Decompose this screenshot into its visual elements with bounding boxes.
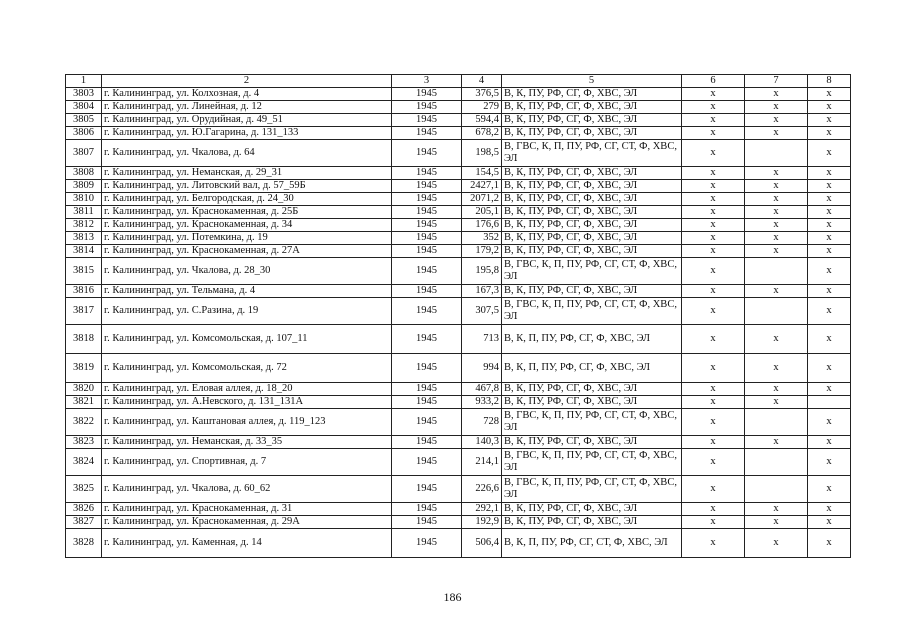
address-cell: г. Калининград, ул. Каштановая аллея, д. 119_123 — [102, 409, 392, 436]
mark-col6: x — [682, 88, 745, 101]
services-cell: В, К, П, ПУ, РФ, СГ, СТ, Ф, ХВС, ЭЛ — [502, 529, 682, 558]
year-cell: 1945 — [392, 232, 462, 245]
services-cell: В, К, ПУ, РФ, СГ, Ф, ХВС, ЭЛ — [502, 193, 682, 206]
mark-col7 — [745, 140, 808, 167]
year-cell: 1945 — [392, 206, 462, 219]
row-number: 3820 — [66, 383, 102, 396]
address-cell: г. Калининград, ул. Комсомольская, д. 72 — [102, 354, 392, 383]
year-cell: 1945 — [392, 409, 462, 436]
mark-col8: x — [808, 232, 851, 245]
year-cell: 1945 — [392, 325, 462, 354]
mark-col7: x — [745, 232, 808, 245]
services-cell: В, К, ПУ, РФ, СГ, Ф, ХВС, ЭЛ — [502, 503, 682, 516]
table-row — [66, 193, 851, 206]
mark-col7: x — [745, 325, 808, 354]
year-cell: 1945 — [392, 245, 462, 258]
mark-col8: x — [808, 127, 851, 140]
mark-col8: x — [808, 298, 851, 325]
mark-col8: x — [808, 167, 851, 180]
table-row — [66, 529, 851, 558]
table-row — [66, 325, 851, 354]
row-number: 3816 — [66, 285, 102, 298]
row-number: 3810 — [66, 193, 102, 206]
mark-col8: x — [808, 206, 851, 219]
mark-col7: x — [745, 383, 808, 396]
row-number: 3808 — [66, 167, 102, 180]
area-cell: 994 — [462, 354, 502, 383]
address-cell: г. Калининград, ул. Краснокаменная, д. 31 — [102, 503, 392, 516]
mark-col7 — [745, 449, 808, 476]
address-cell: г. Калининград, ул. Комсомольская, д. 107_11 — [102, 325, 392, 354]
mark-col6: x — [682, 354, 745, 383]
services-cell: В, ГВС, К, П, ПУ, РФ, СГ, СТ, Ф, ХВС, ЭЛ — [502, 298, 682, 325]
header-cell: 8 — [808, 75, 851, 88]
mark-col6: x — [682, 436, 745, 449]
table-row — [66, 449, 851, 476]
table-row — [66, 383, 851, 396]
year-cell: 1945 — [392, 258, 462, 285]
area-cell: 176,6 — [462, 219, 502, 232]
area-cell: 506,4 — [462, 529, 502, 558]
row-number: 3828 — [66, 529, 102, 558]
year-cell: 1945 — [392, 383, 462, 396]
area-cell: 167,3 — [462, 285, 502, 298]
address-cell: г. Калининград, ул. С.Разина, д. 19 — [102, 298, 392, 325]
year-cell: 1945 — [392, 516, 462, 529]
mark-col7: x — [745, 167, 808, 180]
row-number: 3807 — [66, 140, 102, 167]
year-cell: 1945 — [392, 298, 462, 325]
mark-col7: x — [745, 354, 808, 383]
year-cell: 1945 — [392, 449, 462, 476]
year-cell: 1945 — [392, 396, 462, 409]
mark-col8: x — [808, 101, 851, 114]
address-cell: г. Калининград, ул. Ю.Гагарина, д. 131_133 — [102, 127, 392, 140]
row-number: 3813 — [66, 232, 102, 245]
area-cell: 307,5 — [462, 298, 502, 325]
header-cell: 7 — [745, 75, 808, 88]
address-cell: г. Калининград, ул. Спортивная, д. 7 — [102, 449, 392, 476]
mark-col8: x — [808, 285, 851, 298]
table-row — [66, 516, 851, 529]
mark-col8: x — [808, 180, 851, 193]
mark-col8: x — [808, 436, 851, 449]
services-cell: В, К, ПУ, РФ, СГ, Ф, ХВС, ЭЛ — [502, 396, 682, 409]
year-cell: 1945 — [392, 529, 462, 558]
table-row — [66, 354, 851, 383]
row-number: 3812 — [66, 219, 102, 232]
table-row — [66, 258, 851, 285]
row-number: 3817 — [66, 298, 102, 325]
mark-col6: x — [682, 127, 745, 140]
row-number: 3827 — [66, 516, 102, 529]
row-number: 3824 — [66, 449, 102, 476]
mark-col6: x — [682, 476, 745, 503]
mark-col8: x — [808, 516, 851, 529]
mark-col8: x — [808, 140, 851, 167]
services-cell: В, К, ПУ, РФ, СГ, Ф, ХВС, ЭЛ — [502, 232, 682, 245]
address-cell: г. Калининград, ул. Литовский вал, д. 57_59Б — [102, 180, 392, 193]
services-cell: В, ГВС, К, П, ПУ, РФ, СГ, СТ, Ф, ХВС, ЭЛ — [502, 476, 682, 503]
mark-col6: x — [682, 193, 745, 206]
mark-col7: x — [745, 503, 808, 516]
header-cell: 3 — [392, 75, 462, 88]
services-cell: В, ГВС, К, П, ПУ, РФ, СГ, СТ, Ф, ХВС, ЭЛ — [502, 258, 682, 285]
address-cell: г. Калининград, ул. Еловая аллея, д. 18_20 — [102, 383, 392, 396]
mark-col6: x — [682, 285, 745, 298]
table-row — [66, 206, 851, 219]
row-number: 3805 — [66, 114, 102, 127]
mark-col7: x — [745, 529, 808, 558]
table-row — [66, 127, 851, 140]
services-cell: В, К, ПУ, РФ, СГ, Ф, ХВС, ЭЛ — [502, 167, 682, 180]
mark-col6: x — [682, 140, 745, 167]
area-cell: 192,9 — [462, 516, 502, 529]
mark-col6: x — [682, 219, 745, 232]
year-cell: 1945 — [392, 193, 462, 206]
mark-col6: x — [682, 180, 745, 193]
row-number: 3809 — [66, 180, 102, 193]
row-number: 3814 — [66, 245, 102, 258]
area-cell: 279 — [462, 101, 502, 114]
address-cell: г. Калининград, ул. Неманская, д. 33_35 — [102, 436, 392, 449]
mark-col7: x — [745, 206, 808, 219]
mark-col6: x — [682, 383, 745, 396]
table-row — [66, 396, 851, 409]
mark-col7: x — [745, 127, 808, 140]
address-cell: г. Калининград, ул. Тельмана, д. 4 — [102, 285, 392, 298]
mark-col8 — [808, 396, 851, 409]
year-cell: 1945 — [392, 476, 462, 503]
services-cell: В, К, ПУ, РФ, СГ, Ф, ХВС, ЭЛ — [502, 180, 682, 193]
year-cell: 1945 — [392, 436, 462, 449]
year-cell: 1945 — [392, 127, 462, 140]
mark-col6: x — [682, 206, 745, 219]
services-cell: В, К, ПУ, РФ, СГ, Ф, ХВС, ЭЛ — [502, 245, 682, 258]
address-cell: г. Калининград, ул. Потемкина, д. 19 — [102, 232, 392, 245]
year-cell: 1945 — [392, 354, 462, 383]
table-row — [66, 101, 851, 114]
address-cell: г. Калининград, ул. Чкалова, д. 60_62 — [102, 476, 392, 503]
mark-col8: x — [808, 354, 851, 383]
header-cell: 6 — [682, 75, 745, 88]
mark-col8: x — [808, 258, 851, 285]
table-row — [66, 298, 851, 325]
address-cell: г. Калининград, ул. Краснокаменная, д. 34 — [102, 219, 392, 232]
services-cell: В, К, П, ПУ, РФ, СГ, Ф, ХВС, ЭЛ — [502, 325, 682, 354]
year-cell: 1945 — [392, 101, 462, 114]
services-cell: В, К, ПУ, РФ, СГ, Ф, ХВС, ЭЛ — [502, 101, 682, 114]
table-row — [66, 503, 851, 516]
housing-table — [65, 74, 851, 558]
mark-col6: x — [682, 232, 745, 245]
mark-col7 — [745, 409, 808, 436]
mark-col7: x — [745, 180, 808, 193]
header-cell: 1 — [66, 75, 102, 88]
services-cell: В, К, ПУ, РФ, СГ, Ф, ХВС, ЭЛ — [502, 127, 682, 140]
area-cell: 713 — [462, 325, 502, 354]
mark-col8: x — [808, 503, 851, 516]
mark-col7: x — [745, 88, 808, 101]
year-cell: 1945 — [392, 219, 462, 232]
table-row — [66, 409, 851, 436]
address-cell: г. Калининград, ул. Каменная, д. 14 — [102, 529, 392, 558]
mark-col7: x — [745, 516, 808, 529]
table-header-row — [66, 75, 851, 88]
mark-col6: x — [682, 529, 745, 558]
address-cell: г. Калининград, ул. Краснокаменная, д. 29А — [102, 516, 392, 529]
area-cell: 292,1 — [462, 503, 502, 516]
address-cell: г. Калининград, ул. Краснокаменная, д. 25Б — [102, 206, 392, 219]
year-cell: 1945 — [392, 114, 462, 127]
row-number: 3803 — [66, 88, 102, 101]
row-number: 3819 — [66, 354, 102, 383]
header-cell: 5 — [502, 75, 682, 88]
services-cell: В, К, ПУ, РФ, СГ, Ф, ХВС, ЭЛ — [502, 436, 682, 449]
year-cell: 1945 — [392, 285, 462, 298]
services-cell: В, ГВС, К, П, ПУ, РФ, СГ, СТ, Ф, ХВС, ЭЛ — [502, 409, 682, 436]
area-cell: 594,4 — [462, 114, 502, 127]
mark-col8: x — [808, 325, 851, 354]
area-cell: 376,5 — [462, 88, 502, 101]
header-cell: 4 — [462, 75, 502, 88]
mark-col7: x — [745, 396, 808, 409]
mark-col8: x — [808, 476, 851, 503]
mark-col6: x — [682, 516, 745, 529]
services-cell: В, К, ПУ, РФ, СГ, Ф, ХВС, ЭЛ — [502, 206, 682, 219]
mark-col7: x — [745, 193, 808, 206]
row-number: 3823 — [66, 436, 102, 449]
area-cell: 2071,2 — [462, 193, 502, 206]
table-row — [66, 167, 851, 180]
area-cell: 467,8 — [462, 383, 502, 396]
area-cell: 226,6 — [462, 476, 502, 503]
services-cell: В, К, П, ПУ, РФ, СГ, Ф, ХВС, ЭЛ — [502, 354, 682, 383]
area-cell: 933,2 — [462, 396, 502, 409]
mark-col6: x — [682, 167, 745, 180]
year-cell: 1945 — [392, 140, 462, 167]
row-number: 3822 — [66, 409, 102, 436]
address-cell: г. Калининград, ул. Колхозная, д. 4 — [102, 88, 392, 101]
mark-col6: x — [682, 245, 745, 258]
mark-col7: x — [745, 114, 808, 127]
mark-col6: x — [682, 114, 745, 127]
mark-col6: x — [682, 258, 745, 285]
services-cell: В, К, ПУ, РФ, СГ, Ф, ХВС, ЭЛ — [502, 219, 682, 232]
address-cell: г. Калининград, ул. Линейная, д. 12 — [102, 101, 392, 114]
table-row — [66, 180, 851, 193]
mark-col7 — [745, 476, 808, 503]
mark-col8: x — [808, 245, 851, 258]
mark-col8: x — [808, 193, 851, 206]
services-cell: В, ГВС, К, П, ПУ, РФ, СГ, СТ, Ф, ХВС, ЭЛ — [502, 140, 682, 167]
year-cell: 1945 — [392, 88, 462, 101]
area-cell: 205,1 — [462, 206, 502, 219]
mark-col6: x — [682, 409, 745, 436]
year-cell: 1945 — [392, 503, 462, 516]
area-cell: 2427,1 — [462, 180, 502, 193]
row-number: 3811 — [66, 206, 102, 219]
mark-col7 — [745, 298, 808, 325]
address-cell: г. Калининград, ул. Белгородская, д. 24_30 — [102, 193, 392, 206]
table-row — [66, 476, 851, 503]
mark-col7 — [745, 258, 808, 285]
table-row — [66, 219, 851, 232]
area-cell: 678,2 — [462, 127, 502, 140]
mark-col7: x — [745, 436, 808, 449]
area-cell: 728 — [462, 409, 502, 436]
mark-col6: x — [682, 449, 745, 476]
table-row — [66, 114, 851, 127]
services-cell: В, К, ПУ, РФ, СГ, Ф, ХВС, ЭЛ — [502, 114, 682, 127]
row-number: 3825 — [66, 476, 102, 503]
services-cell: В, К, ПУ, РФ, СГ, Ф, ХВС, ЭЛ — [502, 383, 682, 396]
area-cell: 140,3 — [462, 436, 502, 449]
mark-col6: x — [682, 298, 745, 325]
header-cell: 2 — [102, 75, 392, 88]
mark-col8: x — [808, 449, 851, 476]
table-row — [66, 285, 851, 298]
area-cell: 198,5 — [462, 140, 502, 167]
services-cell: В, ГВС, К, П, ПУ, РФ, СГ, СТ, Ф, ХВС, ЭЛ — [502, 449, 682, 476]
mark-col6: x — [682, 325, 745, 354]
mark-col7: x — [745, 285, 808, 298]
mark-col7: x — [745, 101, 808, 114]
area-cell: 195,8 — [462, 258, 502, 285]
services-cell: В, К, ПУ, РФ, СГ, Ф, ХВС, ЭЛ — [502, 285, 682, 298]
mark-col8: x — [808, 383, 851, 396]
address-cell: г. Калининград, ул. Неманская, д. 29_31 — [102, 167, 392, 180]
services-cell: В, К, ПУ, РФ, СГ, Ф, ХВС, ЭЛ — [502, 516, 682, 529]
mark-col8: x — [808, 409, 851, 436]
address-cell: г. Калининград, ул. А.Невского, д. 131_131А — [102, 396, 392, 409]
mark-col6: x — [682, 503, 745, 516]
table-row — [66, 436, 851, 449]
area-cell: 179,2 — [462, 245, 502, 258]
address-cell: г. Калининград, ул. Краснокаменная, д. 27А — [102, 245, 392, 258]
row-number: 3821 — [66, 396, 102, 409]
row-number: 3815 — [66, 258, 102, 285]
table-row — [66, 140, 851, 167]
mark-col8: x — [808, 114, 851, 127]
address-cell: г. Калининград, ул. Чкалова, д. 28_30 — [102, 258, 392, 285]
mark-col8: x — [808, 88, 851, 101]
address-cell: г. Калининград, ул. Орудийная, д. 49_51 — [102, 114, 392, 127]
mark-col7: x — [745, 219, 808, 232]
services-cell: В, К, ПУ, РФ, СГ, Ф, ХВС, ЭЛ — [502, 88, 682, 101]
table-row — [66, 88, 851, 101]
mark-col6: x — [682, 396, 745, 409]
area-cell: 154,5 — [462, 167, 502, 180]
year-cell: 1945 — [392, 167, 462, 180]
address-cell: г. Калининград, ул. Чкалова, д. 64 — [102, 140, 392, 167]
mark-col8: x — [808, 219, 851, 232]
mark-col8: x — [808, 529, 851, 558]
row-number: 3804 — [66, 101, 102, 114]
year-cell: 1945 — [392, 180, 462, 193]
row-number: 3826 — [66, 503, 102, 516]
row-number: 3806 — [66, 127, 102, 140]
row-number: 3818 — [66, 325, 102, 354]
page-number: 186 — [443, 590, 462, 604]
mark-col7: x — [745, 245, 808, 258]
mark-col6: x — [682, 101, 745, 114]
table-row — [66, 245, 851, 258]
area-cell: 214,1 — [462, 449, 502, 476]
table-row — [66, 232, 851, 245]
area-cell: 352 — [462, 232, 502, 245]
